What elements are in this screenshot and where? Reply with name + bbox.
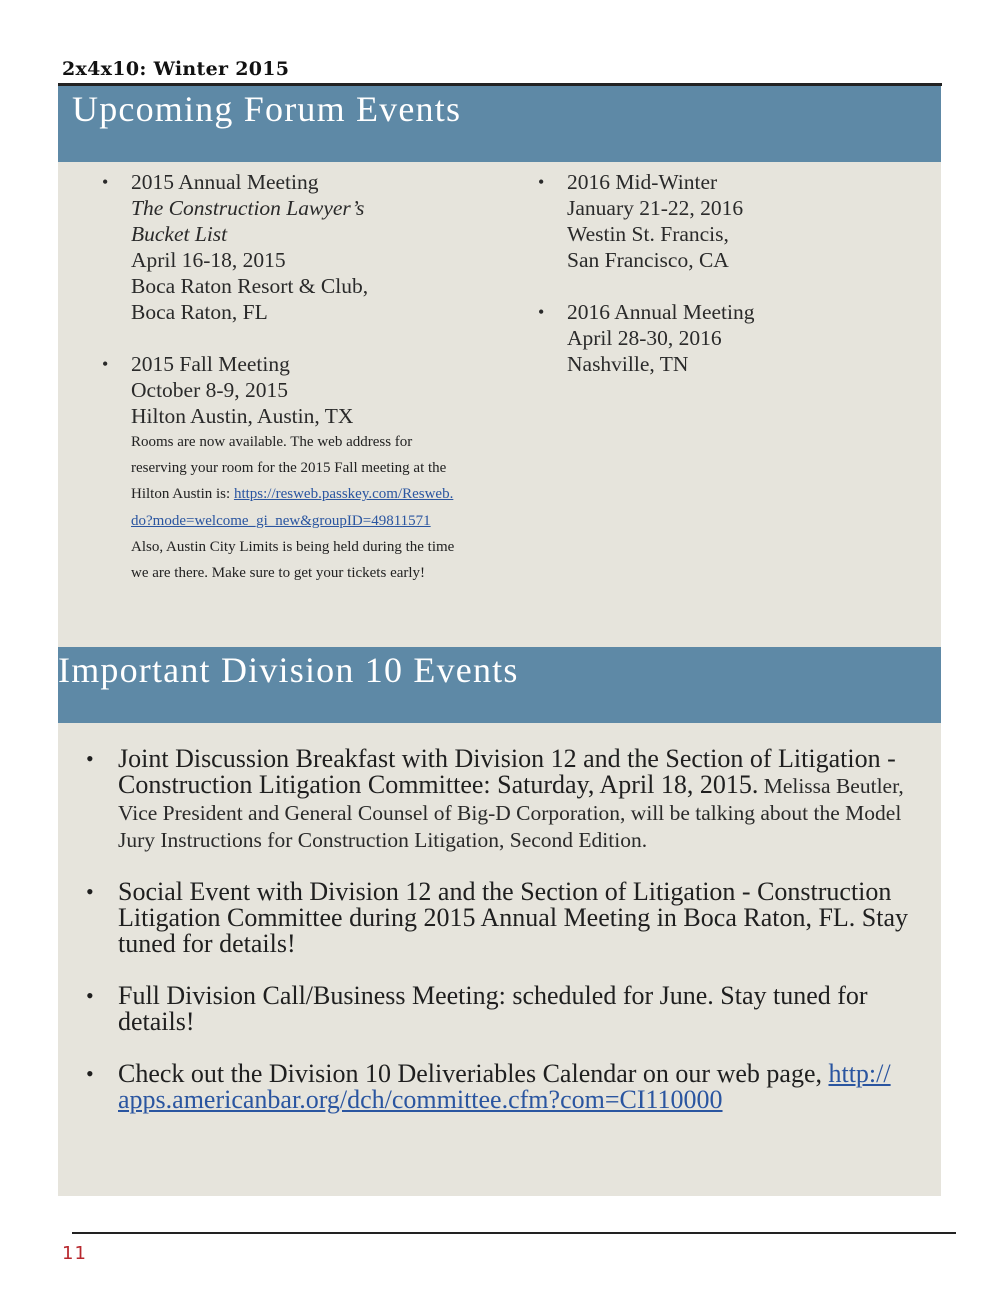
event-city: Nashville, TN (567, 352, 689, 376)
event-2015-annual-meeting (95, 169, 515, 325)
event-venue: Westin St. Francis, (567, 222, 729, 246)
hotel-reservation-link[interactable]: https://resweb.passkey.com/Resweb. (233, 486, 454, 503)
event-name: • 2016 Mid-Winter (567, 170, 718, 194)
event-name: • 2015 Fall Meeting (131, 352, 290, 376)
division-event-text: Check out the Division 10 Deliveriables Calendar on our web page, (118, 1059, 829, 1088)
newsletter-header: 2x4x10: Winter 2015 (62, 58, 290, 80)
note-line: Also, Austin City Limits is being held during the time (131, 538, 455, 555)
division-event-detail: Melissa Beutler, Vice President and General Counsel of Big-D Corporation, will be talking about the Model Jury Instructions for Construction Litigation, Second Edition. (118, 774, 904, 852)
hotel-reservation-link-cont[interactable]: do?mode=welcome_gi_new&groupID=49811571 (131, 512, 431, 529)
event-dates: October 8-9, 2015 (131, 378, 289, 402)
event-theme: The Construction Lawyer’s (131, 196, 365, 220)
division-events-panel (58, 648, 941, 1196)
forum-events-title: Upcoming Forum Events (72, 89, 462, 129)
division-events-banner (58, 647, 941, 723)
event-2016-annual-meeting (531, 299, 911, 377)
division-events-list (86, 746, 916, 1139)
event-2016-mid-winter (531, 169, 911, 273)
event-name: • 2016 Annual Meeting (567, 300, 755, 324)
division-event-item (86, 879, 916, 957)
forum-events-panel (58, 86, 941, 647)
deliverables-calendar-link[interactable]: http:// apps.americanbar.org/dch/committee.cfm?com=CI110000 (118, 1059, 891, 1114)
note-line: Hilton Austin is: https://resweb.passkey.com/Resweb. (131, 486, 454, 503)
footer-divider (72, 1232, 956, 1234)
event-dates: January 21-22, 2016 (567, 196, 744, 220)
fall-meeting-note (131, 429, 515, 586)
page-number: 11 (62, 1243, 87, 1264)
event-city: Boca Raton, FL (131, 300, 268, 324)
division-event-item (86, 983, 916, 1035)
event-city: San Francisco, CA (567, 248, 729, 272)
note-line (131, 508, 515, 534)
division-event-item (86, 1061, 916, 1113)
note-line: we are there. Make sure to get your tickets early! (131, 565, 426, 582)
event-dates: April 28-30, 2016 (567, 326, 722, 350)
event-theme: Bucket List (131, 222, 228, 246)
event-venue: Boca Raton Resort & Club, (131, 274, 369, 298)
division-event-text: Full Division Call/Business Meeting: scheduled for June. Stay tuned for details! (118, 981, 868, 1036)
forum-events-left-list (95, 169, 515, 612)
note-line: reserving your room for the 2015 Fall meeting at the (131, 460, 447, 477)
division-event-text: Social Event with Division 12 and the Section of Litigation - Construction Litigation Committee during 2015 Annual Meeting in Boca Raton, FL. Stay tuned for details! (118, 877, 909, 958)
forum-events-right-list (531, 169, 911, 403)
event-venue: Hilton Austin, Austin, TX (131, 404, 354, 428)
note-line: Rooms are now available. The web address for (131, 434, 413, 450)
forum-events-banner (58, 86, 941, 162)
division-event-text: Joint Discussion Breakfast with Division 12 and the Section of Litigation - Construction Litigation Committee: Saturday, April 18, 2015. (118, 744, 896, 799)
event-name: • 2015 Annual Meeting (131, 170, 319, 194)
division-events-title: Important Division 10 Events (58, 650, 519, 690)
division-event-item (86, 746, 916, 853)
event-dates: April 16-18, 2015 (131, 248, 286, 272)
event-2015-fall-meeting (95, 351, 515, 586)
